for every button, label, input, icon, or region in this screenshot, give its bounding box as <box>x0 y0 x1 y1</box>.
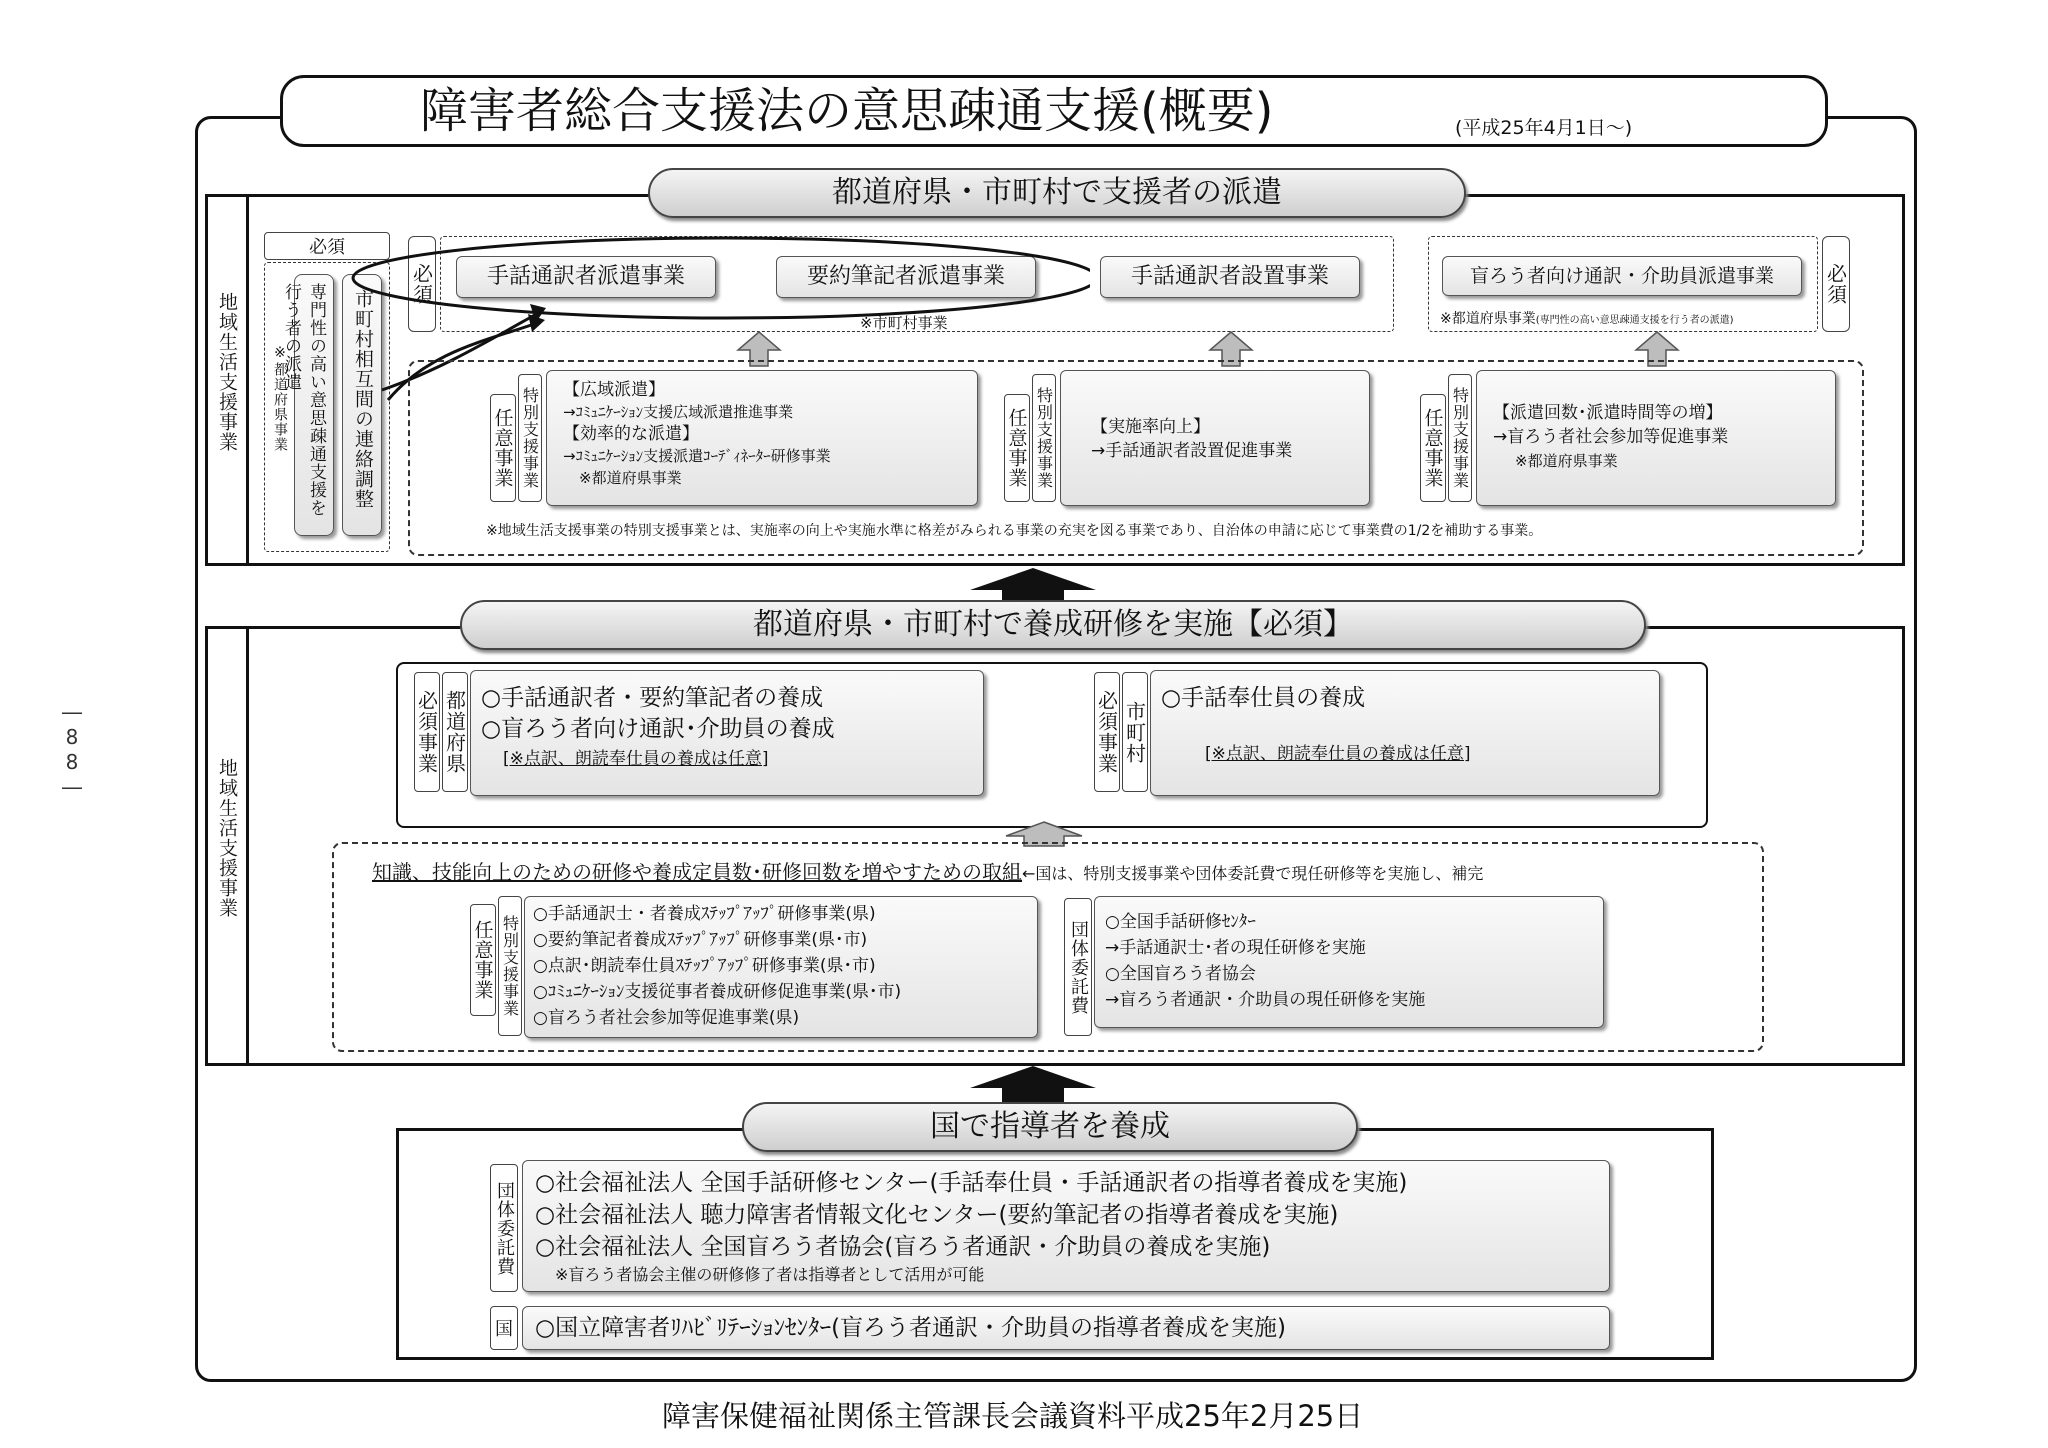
pref-line: ○盲ろう者向け通訳･介助員の養成 <box>481 716 835 742</box>
s2-org-line: →手話通訳士･者の現任研修を実施 <box>1105 938 1366 958</box>
opt3-line: →盲ろう者社会参加等促進事業 <box>1493 427 1729 447</box>
opt1-tag-a: 任意事業 <box>490 394 516 502</box>
s2-opt-line: ○要約筆記者養成ｽﾃｯﾌﾟｱｯﾌﾟ研修事業(県･市) <box>533 930 868 950</box>
left-group-label-text: 必須 <box>309 237 345 258</box>
box-deafblind-dispatch-text: 盲ろう者向け通訳・介助員派遣事業 <box>1469 265 1774 287</box>
section3-header <box>742 1102 1358 1152</box>
section1-header-text: 都道府県・市町村で支援者の派遣 <box>832 175 1282 210</box>
opt2-line: →手話通訳者設置促進事業 <box>1091 441 1293 461</box>
right-note-small: (専門性の高い意思疎通支援を行う者の派遣) <box>1535 315 1734 326</box>
muni-box <box>1150 670 1660 796</box>
s2-opt-tag-b: 特別支援事業 <box>498 896 522 1036</box>
s3-nat-tag-text: 国 <box>495 1319 513 1340</box>
source-line: 障害保健福祉関係主管課長会議資料平成25年2月25日 <box>662 1399 1364 1433</box>
section1-footnote: ※地域生活支援事業の特別支援事業とは、実施率の向上や実施水準に格差がみられる事業の充実を図る事業であり、自治体の申請に応じて事業費の1/2を補助する事業。 <box>486 523 1543 539</box>
pref-box <box>470 670 984 796</box>
page-title: 障害者総合支援法の意思疎通支援(概要) <box>420 83 1274 139</box>
s3-nat-box <box>522 1306 1610 1350</box>
mandatory-tag-right: 必須 <box>1822 236 1850 332</box>
pref-note: [※点訳、朗読奉仕員の養成は任意] <box>503 749 769 769</box>
s2-org-box <box>1094 896 1604 1028</box>
s2-org-tag: 団体委託費 <box>1064 898 1092 1036</box>
opt1-box <box>546 370 978 506</box>
s2-opt-tag-a: 任意事業 <box>470 904 496 1016</box>
opt2-tag-b: 特別支援事業 <box>1032 374 1056 502</box>
section1-header <box>648 168 1466 218</box>
s3-nat-line: ○国立障害者ﾘﾊﾋﾞﾘﾃｰｼｮﾝｾﾝﾀｰ(盲ろう者通訳・介助員の指導者養成を実施) <box>535 1315 1287 1341</box>
s3-org-tag: 団体委託費 <box>490 1164 518 1292</box>
left-group-col1-note: ※都道府県事業 <box>272 345 288 452</box>
s2-org-line: →盲ろう者通訳・介助員の現任研修を実施 <box>1105 990 1426 1010</box>
side-label-top: 地域生活支援事業 <box>216 292 238 452</box>
opt1-line: 【効率的な派遣】 <box>563 424 699 444</box>
section3-header-text: 国で指導者を養成 <box>930 1109 1170 1144</box>
s3-org-box <box>522 1160 1610 1292</box>
municipal-note: ※市町村事業 <box>860 314 948 332</box>
opt1-line: 【広域派遣】 <box>563 380 665 400</box>
muni-line: ○手話奉仕員の養成 <box>1161 685 1366 711</box>
pref-line: ○手話通訳者・要約筆記者の養成 <box>481 685 824 711</box>
s3-org-note: ※盲ろう者協会主催の研修修了者は指導者として活用が可能 <box>555 1265 985 1284</box>
opt3-tag-a: 任意事業 <box>1420 394 1446 502</box>
muni-tag-b: 市町村 <box>1122 672 1148 792</box>
side-label-middle: 地域生活支援事業 <box>216 758 238 918</box>
left-group-col1: 専門性の高い意思疎通支援を行う者の派遣 <box>294 274 334 536</box>
opt1-tag-b: 特別支援事業 <box>518 374 542 502</box>
s3-org-line: ○社会福祉法人 全国手話研修センター(手話奉仕員・手話通訳者の指導者養成を実施) <box>535 1170 1408 1196</box>
s2-opt-line: ○手話通訳士・者養成ｽﾃｯﾌﾟｱｯﾌﾟ研修事業(県) <box>533 904 876 924</box>
training-title-line <box>372 856 1483 885</box>
s2-org-line: ○全国盲ろう者協会 <box>1105 964 1256 984</box>
opt3-box <box>1476 370 1836 506</box>
opt1-line: →ｺﾐｭﾆｹｰｼｮﾝ支援広域派遣推進事業 <box>563 403 794 421</box>
section2-header-text: 都道府県・市町村で養成研修を実施【必須】 <box>753 607 1353 642</box>
opt2-line: 【実施率向上】 <box>1091 417 1210 437</box>
training-suffix: ←国は、特別支援事業や団体委託費で現任研修等を実施し、補完 <box>1022 864 1484 883</box>
opt3-tag-b: 特別支援事業 <box>1448 374 1472 502</box>
s2-org-line: ○全国手話研修ｾﾝﾀｰ <box>1105 912 1256 932</box>
training-title: 知識、技能向上のための研修や養成定員数･研修回数を増やすための取組 <box>372 860 1022 884</box>
pref-tag-b: 都道府県 <box>442 672 468 792</box>
page-number: ―88― <box>60 700 84 800</box>
opt3-line: ※都道府県事業 <box>1515 452 1618 470</box>
s2-opt-line: ○ｺﾐｭﾆｹｰｼｮﾝ支援従事者養成研修促進事業(県･市) <box>533 982 902 1002</box>
right-note-main: ※都道府県事業 <box>1440 311 1536 327</box>
opt1-line: ※都道府県事業 <box>579 469 682 487</box>
s2-opt-line: ○盲ろう者社会参加等促進事業(県) <box>533 1008 800 1028</box>
left-group-col2: 市町村相互間の連絡調整 <box>342 274 382 536</box>
box-deafblind-dispatch <box>1442 256 1802 296</box>
s3-org-line: ○社会福祉法人 聴力障害者情報文化センター(要約筆記者の指導者養成を実施) <box>535 1202 1339 1228</box>
box-sign-placement <box>1100 256 1360 298</box>
muni-tag-a: 必須事業 <box>1094 672 1120 792</box>
opt2-tag-a: 任意事業 <box>1004 394 1030 502</box>
opt2-box <box>1060 370 1370 506</box>
title-date: (平成25年4月1日〜) <box>1455 117 1633 139</box>
s2-opt-line: ○点訳･朗読奉仕員ｽﾃｯﾌﾟｱｯﾌﾟ研修事業(県･市) <box>533 956 876 976</box>
pref-tag-a: 必須事業 <box>414 672 440 792</box>
section2-header <box>460 600 1646 650</box>
s2-opt-box <box>524 896 1038 1038</box>
mandatory-tag-left: 必須 <box>408 236 436 332</box>
right-note <box>1440 308 1734 328</box>
s3-nat-tag <box>490 1306 518 1350</box>
opt3-line: 【派遣回数･派遣時間等の増】 <box>1493 403 1723 423</box>
s3-org-line: ○社会福祉法人 全国盲ろう者協会(盲ろう者通訳・介助員の養成を実施) <box>535 1234 1271 1260</box>
box-sign-placement-text: 手話通訳者設置事業 <box>1130 264 1329 289</box>
muni-note: [※点訳、朗読奉仕員の養成は任意] <box>1205 744 1471 764</box>
box-sign-dispatch-text: 手話通訳者派遣事業 <box>486 264 685 289</box>
opt1-line: →ｺﾐｭﾆｹｰｼｮﾝ支援派遣ｺｰﾃﾞｨﾈｰﾀｰ研修事業 <box>563 447 831 465</box>
box-summary-dispatch-text: 要約筆記者派遣事業 <box>806 264 1005 289</box>
